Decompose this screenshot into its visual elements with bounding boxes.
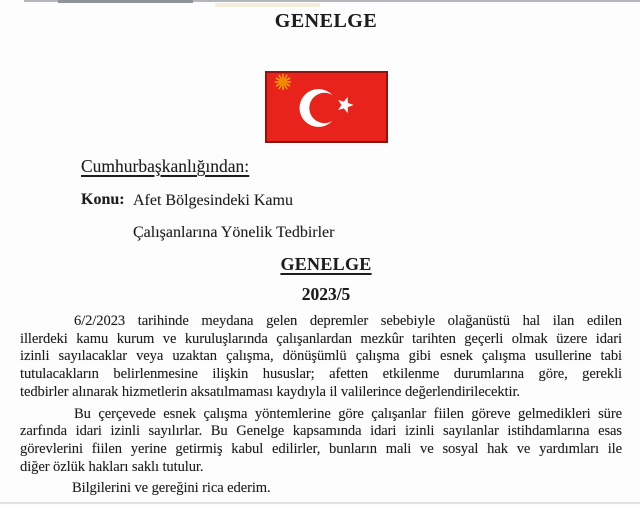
- document-body: [20, 313, 622, 498]
- body-line: tutulacakların belirlenmesine ilişkin hususlar; afetten etkilenme durumlarına göre, gerekli: [20, 366, 622, 383]
- scan-artifact-top-dark-segment: [58, 0, 193, 3]
- body-paragraph-3: [20, 480, 622, 498]
- scan-artifact-bottom-line: [0, 502, 640, 504]
- turkish-presidential-flag: [265, 71, 388, 143]
- issuer-line: Cumhurbaşkanlığından:: [81, 156, 250, 176]
- body-line: görevlerini fiilen yerine getirmiş kabul edilirler, bunların mali ve sosyal hak ve yardımları ile: [20, 440, 622, 457]
- document-header-title: GENELGE: [274, 10, 378, 32]
- flag-sun-emblem: [279, 78, 287, 86]
- body-line: zarfında idari izinli sayılırlar. Bu Genelge kapsamında idari izinli sayılanlar istihdamlarına esas: [20, 423, 622, 440]
- body-paragraph-2: [20, 406, 622, 477]
- body-line: illerdeki kamu kurum ve kuruluşlarında çalışanlardan mezkûr tarihten geçerli olmak üzere idari: [20, 330, 622, 347]
- body-line: izinli sayılacaklar veya uzaktan çalışma, dönüşümlü çalışma gibi esnek çalışma usullerine tabi: [20, 348, 622, 365]
- body-line: Bu çerçevede esnek çalışma yöntemlerine göre çalışanlar fiilen göreve gelmedikleri süre: [74, 405, 622, 422]
- presidential-flag-image: [265, 71, 388, 143]
- body-paragraph-1: [20, 313, 622, 402]
- circular-number: 2023/5: [301, 284, 351, 304]
- circular-title: GENELGE: [280, 254, 372, 274]
- flag-crescent-inner: [309, 93, 339, 123]
- scan-artifact-smudge: [215, 3, 320, 7]
- subject-label: Konu:: [81, 191, 125, 208]
- subject-text: [133, 191, 334, 255]
- body-line: diğer özlük hakları saklı tutulur.: [20, 458, 204, 475]
- body-line: tedbirler alınarak hizmetlerin aksatılmaması kaydıyla il valilerince değerlendirilecektir.: [20, 383, 520, 400]
- subject-line-2: Çalışanlarına Yönelik Tedbirler: [133, 224, 335, 241]
- subject-line-1: Afet Bölgesindeki Kamu: [133, 192, 293, 209]
- closing-line: Bilgilerini ve gereğini rica ederim.: [72, 480, 271, 497]
- body-line: 6/2/2023 tarihinde meydana gelen depremler sebebiyle olağanüstü hal ilan edilen: [74, 313, 622, 329]
